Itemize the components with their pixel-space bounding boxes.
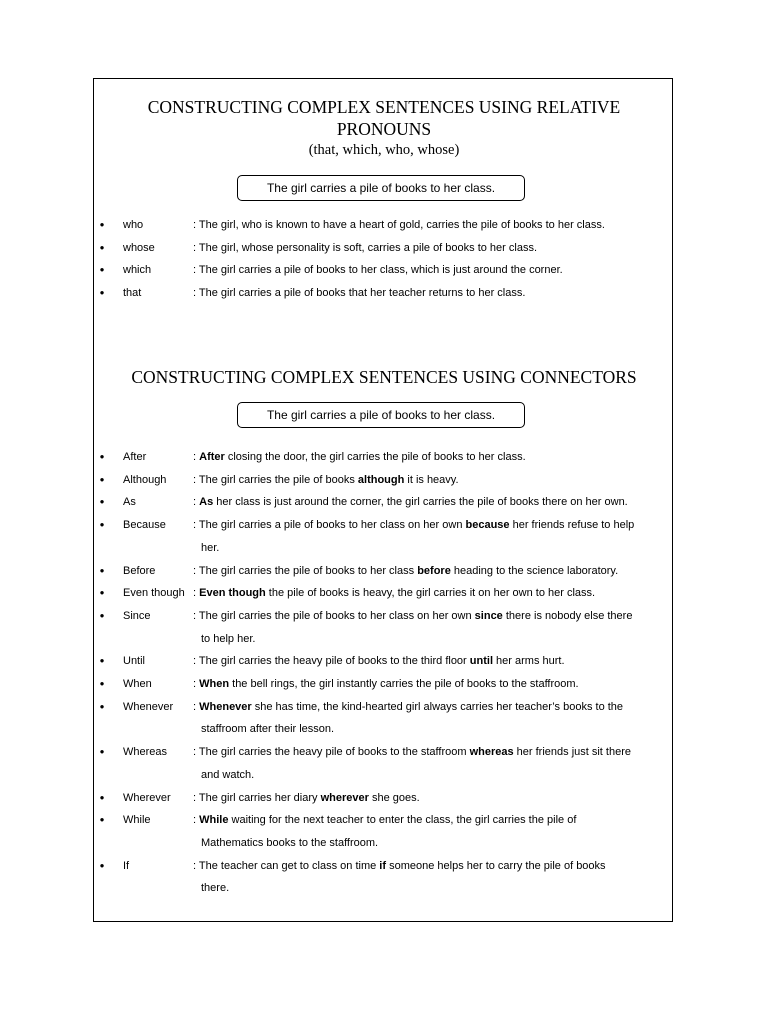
item-definition [193,214,674,237]
sentence-text: : The girl carries the heavy pile of books to the staffroom [193,746,470,759]
sentence-text: : The teacher can get to class on time [193,859,380,872]
item-definition [193,855,674,878]
item-definition [193,282,674,305]
section1-title-line1: CONSTRUCTING COMPLEX SENTENCES USING RELATIVE [147,97,621,117]
item-term: When [123,678,152,691]
list-item [94,787,674,810]
connector-keyword: since [474,609,503,622]
bullet-icon: ● [99,265,105,275]
list-item [94,696,674,741]
bullet-icon: ● [99,242,105,252]
sentence-text: staffroom after their lesson. [201,723,335,736]
sentence-text: her friends just sit there [513,746,631,759]
item-definition [193,787,674,810]
sentence-text: : [193,678,200,691]
connector-keyword: As [199,496,214,509]
connector-keyword: Whenever [199,700,252,713]
sentence-text: her. [201,541,220,554]
item-definition-continued [193,537,674,560]
item-term: If [123,859,130,872]
list-item [94,582,674,605]
item-term: While [123,814,151,827]
item-term: whose [123,241,155,254]
bullet-icon: ● [99,452,105,461]
section1-base-sentence-box: The girl carries a pile of books to her class. [237,175,525,201]
list-item [94,560,674,583]
connector-keyword: Even though [199,587,266,600]
bullet-icon: ● [99,701,105,711]
sentence-text: : [193,451,200,463]
sentence-text: there. [201,882,230,895]
connector-keyword: wherever [320,791,369,804]
bullet-icon: ● [99,497,105,507]
bullet-icon: ● [99,815,105,825]
bullet-icon: ● [99,792,105,802]
bullet-icon: ● [99,679,105,689]
bullet-icon: ● [99,656,105,666]
item-definition-continued [193,764,674,787]
worksheet-page [93,78,673,922]
sentence-text: heading to the science laboratory. [450,564,619,577]
connector-keyword: although [357,473,405,486]
item-definition-continued [193,877,674,900]
item-term: who [123,219,144,231]
sentence-text: : The girl carries a pile of books to her class, which is just around the corner. [193,264,563,277]
sentence-text: : The girl carries her diary [193,791,321,804]
relative-pronoun-list [94,214,674,305]
item-term: Even though [123,587,185,600]
bullet-icon: ● [99,747,105,757]
sentence-text: the pile of books is heavy, the girl carries it on her own to her class. [265,587,596,600]
item-definition [193,809,674,832]
item-term: Although [123,473,167,486]
list-item [94,855,674,900]
sentence-text: : The girl carries a pile of books to her class on her own [193,519,466,532]
sentence-text: : The girl carries the heavy pile of books to the third floor [193,655,470,668]
list-item [94,491,674,514]
bullet-icon: ● [99,474,105,484]
item-definition-continued [193,628,674,651]
sentence-text: : [193,587,200,600]
sentence-text: there is nobody else there [502,609,633,622]
connector-keyword: because [465,519,510,532]
sentence-text: : [193,700,200,713]
list-item [94,446,674,469]
item-term: Wherever [123,791,171,804]
sentence-text: Mathematics books to the staffroom. [201,836,379,849]
item-term: Whereas [123,746,168,759]
item-definition [193,741,674,764]
sentence-text: closing the door, the girl carries the pile of books to her class. [224,451,526,463]
sentence-text: : The girl carries the pile of books to her class on her own [193,609,475,622]
sentence-text: : The girl, who is known to have a heart of gold, carries the pile of books to her class. [193,219,605,231]
sentence-text: someone helps her to carry the pile of books [386,859,606,872]
sentence-text: : The girl carries a pile of books that her teacher returns to her class. [193,287,526,300]
list-item [94,469,674,492]
bullet-icon: ● [99,520,105,530]
item-definition [193,491,674,514]
connector-keyword: After [199,451,225,463]
sentence-text: : [193,814,200,827]
connector-keyword: When [199,678,230,691]
list-item [94,741,674,786]
bullet-icon: ● [99,610,105,620]
item-definition [193,650,674,673]
connector-keyword: until [469,655,493,668]
sentence-text: it is heavy. [404,473,459,486]
item-definition [193,560,674,583]
connector-keyword: before [417,564,451,577]
list-item [94,237,674,260]
section2-base-sentence-box: The girl carries a pile of books to her class. [237,402,525,428]
bullet-icon: ● [99,860,105,870]
list-item [94,809,674,854]
bullet-icon: ● [99,288,105,298]
sentence-text: : [193,496,200,509]
item-definition [193,514,674,537]
connector-keyword: if [379,859,387,872]
sentence-text: : The girl carries the pile of books to her class [193,564,418,577]
connector-keyword: While [199,814,229,827]
item-definition-continued [193,718,674,741]
list-item [94,282,674,305]
list-item [94,605,674,650]
sentence-text: her arms hurt. [493,655,565,668]
item-definition [193,582,674,605]
item-term: As [123,496,136,509]
sentence-text: the bell rings, the girl instantly carries the pile of books to the staffroom. [229,678,579,691]
sentence-text: and watch. [201,768,255,781]
item-term: Because [123,519,166,532]
list-item [94,514,674,559]
item-definition [193,696,674,719]
bullet-icon: ● [99,220,105,229]
sentence-text: to help her. [201,632,256,645]
item-definition [193,446,674,469]
item-definition [193,259,674,282]
bullet-icon: ● [99,565,105,575]
sentence-text: : The girl, whose personality is soft, carries a pile of books to her class. [193,241,538,254]
item-definition [193,237,674,260]
item-term: Until [123,655,146,668]
bullet-icon: ● [99,588,105,598]
section1-subtitle: (that, which, who, whose) [308,142,460,158]
list-item [94,214,674,237]
list-item [94,673,674,696]
item-term: which [123,264,152,277]
sentence-text: her class is just around the corner, the girl carries the pile of books there on her own. [213,496,628,509]
list-item [94,259,674,282]
item-definition [193,605,674,628]
sentence-text: she goes. [368,791,420,804]
list-item [94,650,674,673]
connector-list [94,446,674,900]
item-definition [193,469,674,492]
item-term: that [123,287,142,300]
connector-keyword: whereas [469,746,514,759]
section2-title: CONSTRUCTING COMPLEX SENTENCES USING CONNECTORS [131,367,637,387]
section1-title-line2: PRONOUNS [336,119,432,139]
item-definition [193,673,674,696]
sentence-text: waiting for the next teacher to enter the class, the girl carries the pile of [228,814,577,827]
item-term: Since [123,609,151,622]
sentence-text: : The girl carries the pile of books [193,473,358,486]
item-term: After [123,451,147,463]
item-definition-continued [193,832,674,855]
item-term: Whenever [123,700,174,713]
sentence-text: her friends refuse to help [509,519,635,532]
sentence-text: she has time, the kind-hearted girl always carries her teacher’s books to the [251,700,624,713]
section1-header [94,96,674,160]
item-term: Before [123,564,156,577]
